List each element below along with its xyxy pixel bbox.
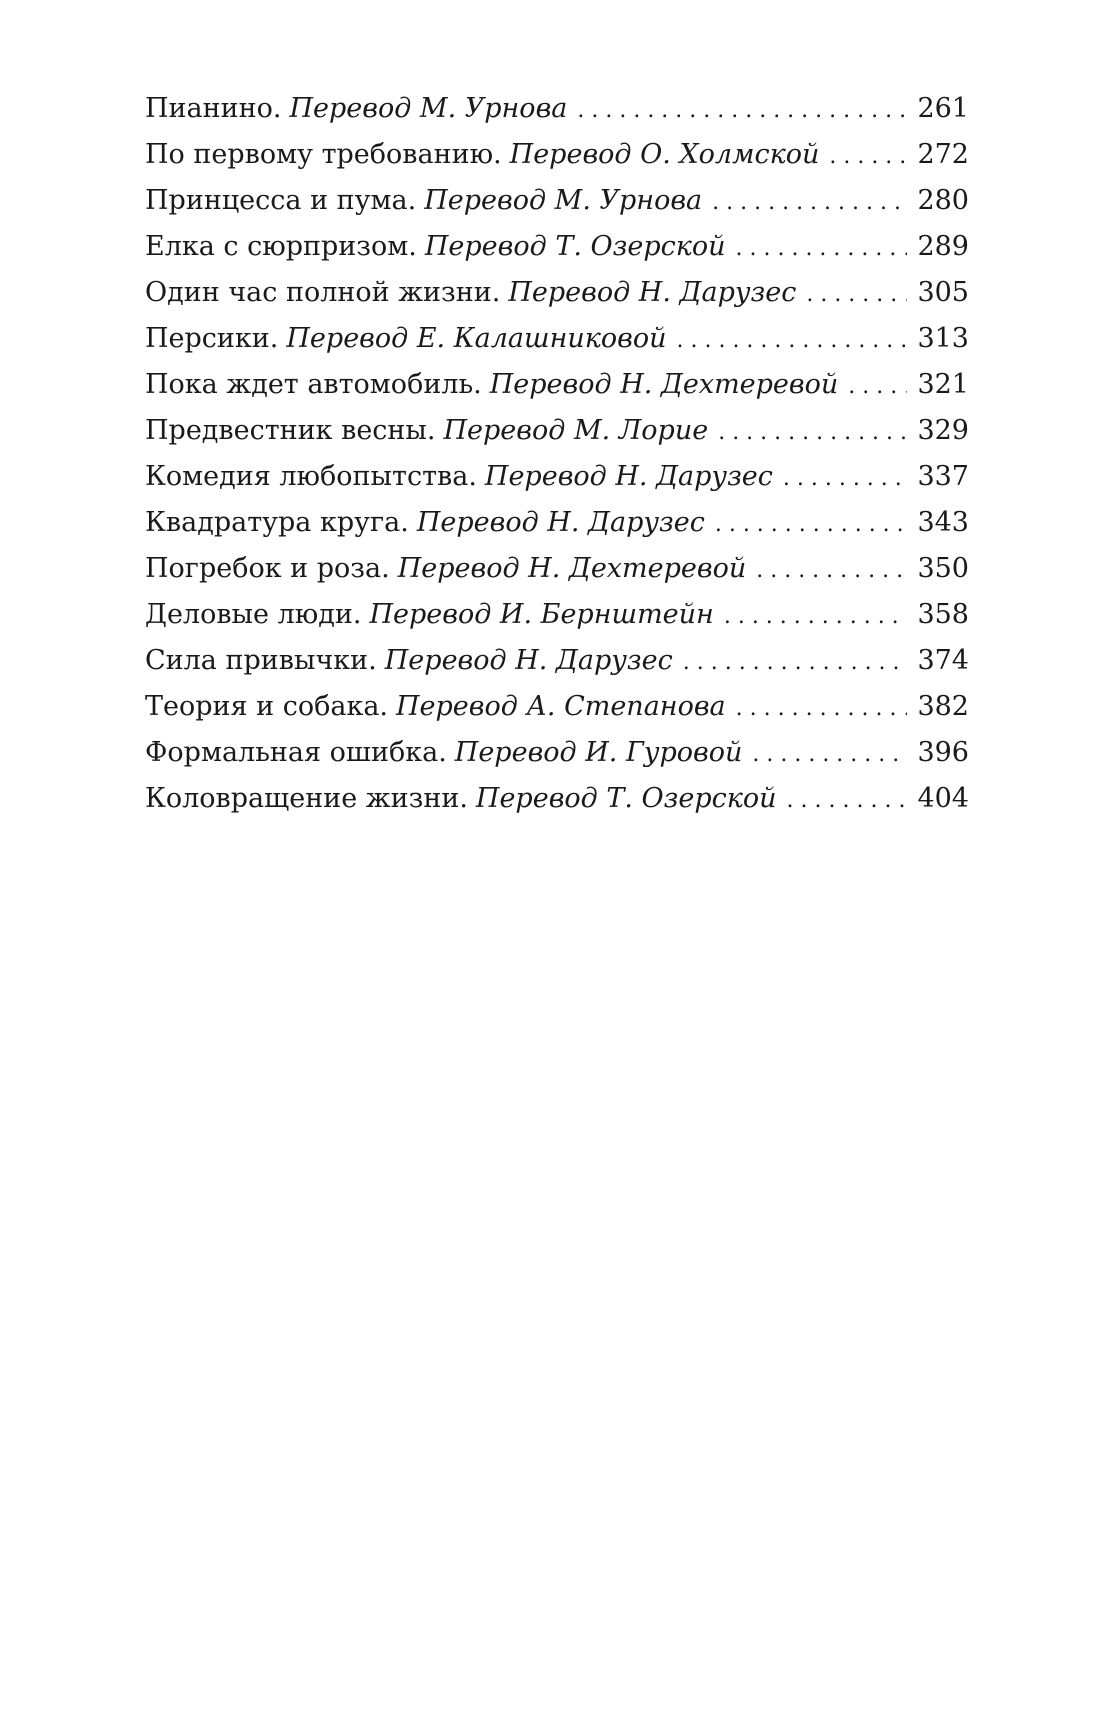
toc-translator: Перевод И. Бернштейн (369, 599, 714, 630)
toc-title: Персики. (145, 323, 279, 354)
toc-page-number: 404 (917, 783, 969, 814)
toc-translator: Перевод Н. Дарузес (484, 461, 773, 492)
toc-title: Коловращение жизни. (145, 783, 468, 814)
dot-leader (752, 732, 907, 778)
dot-leader (677, 318, 908, 364)
toc-title: Погребок и роза. (145, 553, 390, 584)
dot-leader (848, 364, 907, 410)
toc-entry (145, 684, 969, 730)
toc-entry (145, 178, 969, 224)
toc-entry (145, 408, 969, 454)
toc-entry (145, 132, 969, 178)
dot-leader (724, 594, 908, 640)
toc-entry (145, 500, 969, 546)
dot-leader (783, 456, 908, 502)
toc-entry (145, 730, 969, 776)
toc-translator: Перевод Т. Озерской (424, 231, 726, 262)
toc-title: Пианино. (145, 93, 282, 124)
toc-title: Квадратура круга. (145, 507, 409, 538)
toc-translator: Перевод Е. Калашниковой (286, 323, 667, 354)
dot-leader (712, 180, 907, 226)
toc-title: Теория и собака. (145, 691, 388, 722)
toc-entry (145, 776, 969, 822)
toc-translator: Перевод А. Степанова (396, 691, 726, 722)
toc-translator: Перевод О. Холмской (509, 139, 820, 170)
toc-title: Принцесса и пума. (145, 185, 417, 216)
toc-entry (145, 270, 969, 316)
toc-title: Деловые люди. (145, 599, 362, 630)
toc-title: Комедия любопытства. (145, 461, 477, 492)
toc-entry (145, 316, 969, 362)
toc-page-number: 321 (917, 369, 969, 400)
toc-entry (145, 454, 969, 500)
toc-title: Предвестник весны. (145, 415, 436, 446)
toc-page-number: 337 (917, 461, 969, 492)
toc-page-number: 261 (917, 93, 969, 124)
toc-entry (145, 546, 969, 592)
toc-translator: Перевод Н. Дехтеревой (397, 553, 747, 584)
toc-translator: Перевод М. Урнова (289, 93, 568, 124)
toc-page-number: 272 (917, 139, 969, 170)
toc-page-number: 382 (917, 691, 969, 722)
toc-page-number: 289 (917, 231, 969, 262)
toc-entry (145, 224, 969, 270)
toc-title: Пока ждет автомобиль. (145, 369, 482, 400)
toc-page-number: 396 (917, 737, 969, 768)
toc-translator: Перевод Н. Дарузес (384, 645, 673, 676)
toc-translator: Перевод И. Гуровой (454, 737, 743, 768)
toc-title: Формальная ошибка. (145, 737, 447, 768)
toc-page-number: 329 (917, 415, 969, 446)
toc-page-number: 374 (917, 645, 969, 676)
dot-leader (736, 686, 908, 732)
dot-leader (718, 410, 907, 456)
dot-leader (787, 778, 908, 824)
toc-translator: Перевод Н. Дехтеревой (489, 369, 839, 400)
toc-title: Один час полной жизни. (145, 277, 501, 308)
dot-leader (736, 226, 908, 272)
toc-translator: Перевод Т. Озерской (475, 783, 777, 814)
toc-page-number: 305 (917, 277, 969, 308)
toc-title: Сила привычки. (145, 645, 377, 676)
toc-entry (145, 638, 969, 684)
dot-leader (806, 272, 907, 318)
table-of-contents (145, 86, 969, 822)
dot-leader (683, 640, 908, 686)
toc-entry (145, 592, 969, 638)
toc-translator: Перевод Н. Дарузес (508, 277, 797, 308)
toc-page-number: 350 (917, 553, 969, 584)
toc-page-number: 358 (917, 599, 969, 630)
toc-page-number: 343 (917, 507, 969, 538)
dot-leader (577, 88, 907, 134)
dot-leader (829, 134, 907, 180)
toc-entry (145, 86, 969, 132)
toc-translator: Перевод М. Лорие (443, 415, 709, 446)
toc-title: По первому требованию. (145, 139, 502, 170)
dot-leader (756, 548, 907, 594)
toc-entry (145, 362, 969, 408)
toc-title: Елка с сюрпризом. (145, 231, 417, 262)
toc-page-number: 313 (917, 323, 969, 354)
dot-leader (715, 502, 908, 548)
toc-page-number: 280 (917, 185, 969, 216)
toc-translator: Перевод М. Урнова (424, 185, 703, 216)
toc-translator: Перевод Н. Дарузес (416, 507, 705, 538)
